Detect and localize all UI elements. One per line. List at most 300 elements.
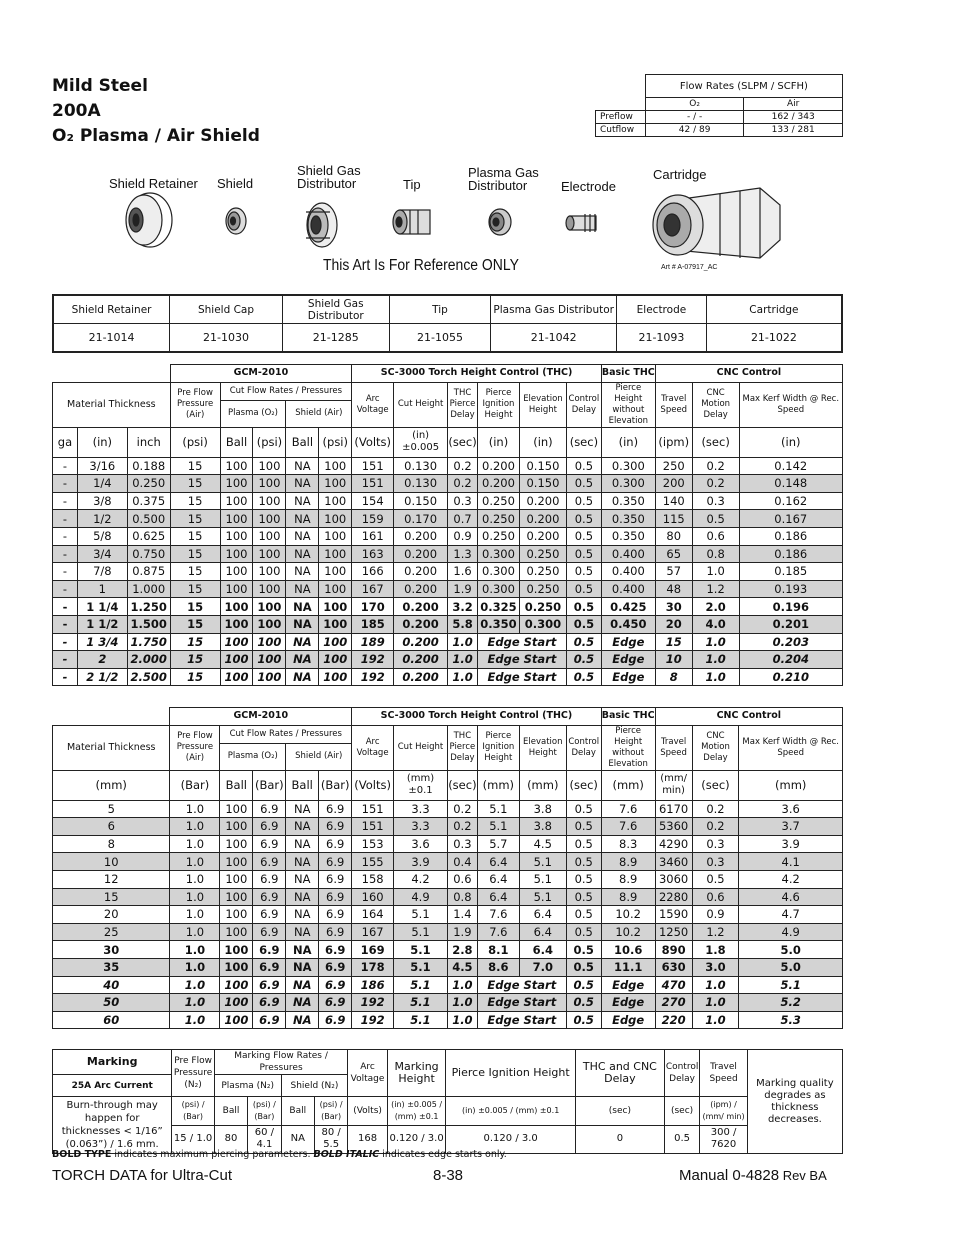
table-cell: 0.2 (692, 475, 739, 493)
table-cell: NA (286, 906, 319, 924)
table-cell: 3.3 (394, 800, 448, 818)
table-cell: 15 (170, 492, 220, 510)
table-cell: 0.200 (394, 598, 448, 616)
group-cnc: CNC Control (655, 365, 842, 383)
table-cell: 0.204 (739, 651, 842, 669)
table-cell: 1.0 (170, 888, 220, 906)
table-cell: 100 (220, 818, 253, 836)
header-arc-voltage: Arc Voltage (352, 725, 394, 770)
marking-title: Marking (53, 1050, 172, 1075)
table-cell: 6.9 (319, 923, 352, 941)
table-cell: 2.500 (127, 668, 170, 686)
table-cell: Edge Start (477, 1011, 566, 1029)
table-cell: 0.5 (566, 870, 601, 888)
table-cell: 250 (655, 457, 692, 475)
table-row (53, 580, 843, 598)
table-cell: 5.1 (394, 941, 448, 959)
table-row (53, 818, 843, 836)
table-cell: 167 (352, 923, 394, 941)
table-cell: 6.9 (319, 958, 352, 976)
table-cell: 3/16 (77, 457, 127, 475)
table-cell: 1 1/4 (77, 598, 127, 616)
header-elevation: Elevation Height (519, 382, 566, 427)
table-cell: 0.5 (566, 580, 601, 598)
flow-row-label: Preflow (596, 111, 646, 124)
unit-label: (sec) (448, 427, 478, 457)
table-cell: 1.2 (692, 923, 739, 941)
table-cell: 15 (170, 633, 220, 651)
table-cell: 0.148 (739, 475, 842, 493)
table-cell: - (53, 563, 78, 581)
table-cell: 100 (253, 598, 286, 616)
table-cell: 65 (655, 545, 692, 563)
table-cell: 6.9 (319, 800, 352, 818)
marking-value: 0.5 (664, 1125, 699, 1154)
table-cell: 6.9 (253, 888, 286, 906)
table-cell: 3060 (655, 870, 692, 888)
marking-burn-note: Burn-through may happen for thicknesses < 1/16” (0.063”) / 1.6 mm. (53, 1097, 172, 1154)
part-label-shield: Shield (217, 176, 254, 191)
table-cell: 4.6 (739, 888, 843, 906)
header-pierce-no-elevation: Pierce Height without Elevation (601, 382, 655, 427)
table-cell: Edge (601, 1011, 655, 1029)
table-cell: 0.3 (692, 492, 739, 510)
title-material: Mild Steel (52, 76, 148, 96)
table-cell: 0.2 (448, 457, 478, 475)
marking-value: 168 (348, 1125, 387, 1154)
table-cell: 100 (253, 668, 286, 686)
table-cell: NA (286, 853, 319, 871)
table-cell: 0.5 (566, 906, 601, 924)
unit-label: (psi) (253, 427, 286, 457)
table-cell: 15 (170, 598, 220, 616)
table-row (53, 492, 843, 510)
table-cell: 8 (655, 668, 692, 686)
table-cell: 30 (53, 941, 170, 959)
table-cell: 0.200 (519, 510, 566, 528)
tip-icon (393, 210, 430, 234)
table-cell: 4.2 (739, 870, 843, 888)
unit-label: (in) (478, 427, 520, 457)
table-cell: 2.8 (447, 941, 477, 959)
table-cell: Edge Start (478, 651, 567, 669)
table-row (53, 615, 843, 633)
table-cell: 100 (319, 457, 352, 475)
table-cell: 2 1/2 (77, 668, 127, 686)
table-cell: 0.375 (127, 492, 170, 510)
table-cell: 1.0 (170, 923, 220, 941)
header-control-delay: Control Delay (566, 725, 601, 770)
table-cell: 0.200 (478, 457, 520, 475)
table-cell: 15 (655, 633, 692, 651)
unit-label: (mm) (53, 770, 170, 800)
marking-height-header: Marking Height (387, 1050, 446, 1097)
header-thc-delay: THC Pierce Delay (448, 382, 478, 427)
table-cell: 0.200 (394, 580, 448, 598)
table-cell: 1.0 (170, 906, 220, 924)
marking-table (52, 1049, 843, 1154)
marking-unit: (psi) / (Bar) (172, 1097, 214, 1126)
table-cell: 100 (319, 668, 352, 686)
table-cell: 10.2 (601, 923, 655, 941)
table-cell: 0.162 (739, 492, 842, 510)
unit-label: (Volts) (352, 770, 394, 800)
marking-value: NA (281, 1125, 314, 1154)
table-cell: 100 (220, 958, 253, 976)
table-cell: 0.5 (566, 527, 601, 545)
table-cell: 100 (220, 527, 253, 545)
table-cell: 8.9 (601, 888, 655, 906)
table-cell: 0.200 (519, 527, 566, 545)
table-cell: 1.0 (448, 651, 478, 669)
table-cell: 7/8 (77, 563, 127, 581)
marking-unit: (ipm) / (mm/ min) (700, 1097, 748, 1126)
table-cell: 5.1 (394, 906, 448, 924)
table-cell: 57 (655, 563, 692, 581)
header-cut-flow: Cut Flow Rates / Pressures (220, 382, 352, 400)
table-cell: 15 (170, 510, 220, 528)
table-row (53, 651, 843, 669)
table-cell: 100 (253, 457, 286, 475)
table-cell: 5.1 (394, 994, 448, 1012)
table-cell: - (53, 475, 78, 493)
header-shield: Shield (Air) (286, 743, 352, 770)
table-cell: 0.3 (692, 835, 739, 853)
table-cell: 100 (220, 633, 253, 651)
table-cell: 15 (170, 580, 220, 598)
table-cell: 0.300 (601, 475, 655, 493)
table-cell: 100 (319, 633, 352, 651)
table-cell: 0.188 (127, 457, 170, 475)
plasma-gas-distributor-icon (489, 209, 511, 235)
legend-bold: BOLD TYPE (52, 1149, 112, 1160)
table-cell: NA (286, 923, 319, 941)
table-cell: 159 (352, 510, 394, 528)
table-cell: 1.0 (447, 1011, 477, 1029)
table-cell: 0.130 (394, 457, 448, 475)
table-cell: 20 (655, 615, 692, 633)
unit-label: Ball (220, 427, 253, 457)
header-pre-flow: Pre Flow Pressure (Air) (170, 725, 220, 770)
part-number: 21-1093 (617, 324, 707, 353)
table-cell: 15 (170, 527, 220, 545)
table-cell: 1.0 (170, 870, 220, 888)
table-cell: 0.4 (447, 853, 477, 871)
table-cell: 10 (655, 651, 692, 669)
table-cell: 192 (352, 651, 394, 669)
table-cell: 80 (655, 527, 692, 545)
table-cell: 6 (53, 818, 170, 836)
table-cell: 151 (352, 800, 394, 818)
table-cell: 1.2 (692, 580, 739, 598)
header-kerf: Max Kerf Width @ Rec. Speed (739, 725, 843, 770)
table-cell: 1.0 (692, 563, 739, 581)
unit-label: (sec) (566, 427, 601, 457)
flow-cell: - / - (645, 111, 744, 124)
table-cell: 0.5 (566, 835, 601, 853)
table-row (53, 870, 843, 888)
marking-value: 80 (214, 1125, 247, 1154)
table-cell: Edge Start (477, 994, 566, 1012)
table-row (53, 510, 843, 528)
unit-label: (sec) (692, 427, 739, 457)
table-cell: 151 (352, 818, 394, 836)
table-cell: 0.350 (601, 510, 655, 528)
table-cell: 1.0 (692, 633, 739, 651)
table-cell: 10.6 (601, 941, 655, 959)
table-cell: 1.0 (170, 800, 220, 818)
unit-label: (psi) (170, 427, 220, 457)
part-label-shield-retainer: Shield Retainer (109, 176, 198, 191)
table-cell: 1.4 (447, 906, 477, 924)
table-cell: 100 (220, 994, 253, 1012)
table-cell: 0.450 (601, 615, 655, 633)
table-cell: - (53, 527, 78, 545)
part-number: 21-1030 (170, 324, 283, 353)
table-cell: 0.3 (448, 492, 478, 510)
table-cell: 0.200 (394, 651, 448, 669)
table-cell: 100 (220, 651, 253, 669)
table-cell: 100 (253, 580, 286, 598)
table-cell: NA (286, 457, 319, 475)
table-cell: 0.150 (519, 475, 566, 493)
table-cell: 0.400 (601, 563, 655, 581)
table-cell: 4.9 (739, 923, 843, 941)
table-cell: 0.5 (566, 615, 601, 633)
marking-travel-speed: Travel Speed (700, 1050, 748, 1097)
table-cell: 6.9 (253, 976, 286, 994)
flow-row-label: Cutflow (596, 124, 646, 137)
table-cell: 161 (352, 527, 394, 545)
table-cell: Edge (601, 976, 655, 994)
table-cell: 6.9 (253, 853, 286, 871)
table-cell: 8.3 (601, 835, 655, 853)
table-cell: 890 (655, 941, 692, 959)
table-cell: - (53, 580, 78, 598)
table-cell: 100 (220, 475, 253, 493)
table-cell: 0.5 (566, 651, 601, 669)
table-row (53, 545, 843, 563)
table-cell: 100 (253, 651, 286, 669)
table-row (53, 598, 843, 616)
table-cell: 0.350 (478, 615, 520, 633)
table-cell: 6.9 (319, 888, 352, 906)
table-row (53, 633, 843, 651)
marking-unit: (psi) / (Bar) (314, 1097, 347, 1126)
table-cell: 3.7 (739, 818, 843, 836)
table-cell: 5.8 (448, 615, 478, 633)
table-row (53, 853, 843, 871)
header-cut-height: Cut Height (394, 382, 448, 427)
part-label-plasma-gas-distributor: Plasma Gas Distributor (468, 165, 539, 193)
group-gcm: GCM-2010 (170, 365, 352, 383)
table-cell: 1.8 (692, 941, 739, 959)
table-cell: 0.300 (519, 615, 566, 633)
footer-title: TORCH DATA for Ultra-Cut (52, 1167, 233, 1184)
table-cell: 20 (53, 906, 170, 924)
table-cell: 0.625 (127, 527, 170, 545)
header-pierce-ignition: Pierce Ignition Height (477, 725, 519, 770)
part-number-header: Electrode (617, 295, 707, 324)
header-shield: Shield (Air) (286, 400, 352, 427)
table-cell: 5.1 (477, 800, 519, 818)
title-process: O₂ Plasma / Air Shield (52, 126, 260, 146)
table-cell: NA (286, 651, 319, 669)
table-cell: 15 (53, 888, 170, 906)
unit-label: Ball (286, 770, 319, 800)
table-cell: 0.170 (394, 510, 448, 528)
table-cell: - (53, 633, 78, 651)
table-cell: 100 (220, 1011, 253, 1029)
table-cell: 0.2 (447, 800, 477, 818)
revision: Rev BA (779, 1168, 827, 1183)
header-cnc-motion: CNC Motion Delay (692, 725, 739, 770)
table-cell: 0.6 (692, 527, 739, 545)
table-cell: 151 (352, 475, 394, 493)
table-cell: 12 (53, 870, 170, 888)
table-cell: 15 (170, 651, 220, 669)
table-cell: 6.4 (477, 853, 519, 871)
table-row (53, 958, 843, 976)
table-cell: 2 (77, 651, 127, 669)
table-cell: 6.4 (477, 888, 519, 906)
part-number-header: Shield Retainer (53, 295, 170, 324)
unit-label: (Bar) (253, 770, 286, 800)
table-cell: 6.9 (319, 870, 352, 888)
table-row (53, 835, 843, 853)
table-cell: 1.0 (448, 668, 478, 686)
table-cell: NA (286, 598, 319, 616)
table-row (53, 527, 843, 545)
table-cell: 3.9 (739, 835, 843, 853)
table-cell: 8 (53, 835, 170, 853)
table-cell: 7.6 (601, 800, 655, 818)
table-cell: 0.5 (566, 818, 601, 836)
table-cell: 115 (655, 510, 692, 528)
table-cell: 6.4 (519, 923, 566, 941)
table-cell: 7.0 (519, 958, 566, 976)
marking-value: 300 / 7620 (700, 1125, 748, 1154)
table-row (53, 923, 843, 941)
table-cell: 3/8 (77, 492, 127, 510)
unit-label: inch (127, 427, 170, 457)
table-cell: NA (286, 563, 319, 581)
table-cell: NA (286, 888, 319, 906)
table-cell: 0.210 (739, 668, 842, 686)
table-cell: 1 3/4 (77, 633, 127, 651)
table-cell: 100 (253, 475, 286, 493)
marking-value: 60 / 4.1 (248, 1125, 281, 1154)
table-cell: 6.4 (519, 941, 566, 959)
table-cell: 470 (655, 976, 692, 994)
table-cell: 5.2 (739, 994, 843, 1012)
table-cell: NA (286, 615, 319, 633)
group-sc3000: SC-3000 Torch Height Control (THC) (352, 708, 602, 726)
table-cell: 153 (352, 835, 394, 853)
table-cell: Edge Start (477, 976, 566, 994)
table-cell: 0.5 (566, 994, 601, 1012)
table-cell: 15 (170, 475, 220, 493)
table-cell: 3460 (655, 853, 692, 871)
table-cell: Edge (601, 651, 655, 669)
marking-unit: Ball (281, 1097, 314, 1126)
table-cell: 3.2 (448, 598, 478, 616)
table-cell: 7.6 (601, 818, 655, 836)
table-cell: 6.4 (477, 870, 519, 888)
table-cell: 0.2 (692, 457, 739, 475)
reference-note: This Art Is For Reference ONLY (323, 257, 519, 274)
table-cell: Edge (601, 633, 655, 651)
table-cell: NA (286, 1011, 319, 1029)
table-cell: 10 (53, 853, 170, 871)
table-cell: 100 (220, 492, 253, 510)
header-arc-voltage: Arc Voltage (352, 382, 394, 427)
table-cell: 1.0 (692, 651, 739, 669)
group-cnc: CNC Control (655, 708, 842, 726)
table-cell: 100 (319, 510, 352, 528)
table-cell: 5.1 (519, 853, 566, 871)
marking-unit: (psi) / (Bar) (248, 1097, 281, 1126)
table-cell: 0.350 (601, 527, 655, 545)
table-cell: 100 (319, 527, 352, 545)
legend-text: indicates maximum piercing parameters. (111, 1149, 314, 1160)
table-cell: 189 (352, 633, 394, 651)
group-basic-thc: Basic THC (601, 708, 655, 726)
table-cell: 6.9 (253, 870, 286, 888)
table-cell: 1.250 (127, 598, 170, 616)
table-cell: 100 (220, 563, 253, 581)
shield-gas-distributor-icon (306, 203, 337, 247)
table-cell: 100 (253, 492, 286, 510)
table-cell: 6.9 (319, 906, 352, 924)
flow-cell: 133 / 281 (744, 124, 843, 137)
table-row (53, 563, 843, 581)
table-cell: 2.0 (692, 598, 739, 616)
marking-value: 80 / 5.5 (314, 1125, 347, 1154)
table-cell: - (53, 668, 78, 686)
unit-label: (ipm) (655, 427, 692, 457)
table-cell: 48 (655, 580, 692, 598)
table-cell: 4.7 (739, 906, 843, 924)
table-cell: 0.875 (127, 563, 170, 581)
unit-label: (mm) (477, 770, 519, 800)
table-cell: 6.9 (253, 958, 286, 976)
table-cell: 5 (53, 800, 170, 818)
table-cell: 4.1 (739, 853, 843, 871)
table-cell: 100 (220, 906, 253, 924)
header-cnc-motion: CNC Motion Delay (692, 382, 739, 427)
table-cell: 2280 (655, 888, 692, 906)
table-cell: 192 (352, 994, 394, 1012)
table-cell: 151 (352, 457, 394, 475)
table-cell: NA (286, 976, 319, 994)
table-row (53, 800, 843, 818)
table-cell: 8.1 (477, 941, 519, 959)
table-cell: 100 (253, 545, 286, 563)
table-cell: 100 (220, 668, 253, 686)
table-cell: 0.167 (739, 510, 842, 528)
table-cell: 1.0 (170, 818, 220, 836)
table-cell: - (53, 598, 78, 616)
table-cell: 4.5 (519, 835, 566, 853)
table-cell: 6.9 (319, 853, 352, 871)
unit-label: (sec) (447, 770, 477, 800)
part-number: 21-1022 (706, 324, 842, 353)
table-cell: 5.0 (739, 941, 843, 959)
unit-label: (psi) (319, 427, 352, 457)
table-cell: 0.250 (127, 475, 170, 493)
header-pierce-ignition: Pierce Ignition Height (478, 382, 520, 427)
